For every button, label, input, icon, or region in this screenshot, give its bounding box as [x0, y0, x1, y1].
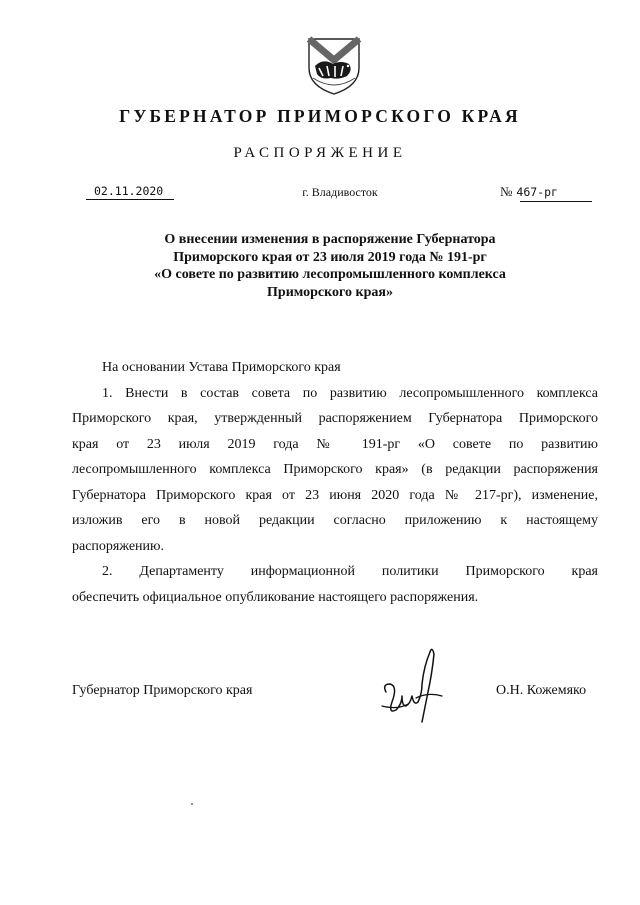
subject-line: «О совете по развитию лесопромышленного комплекса	[154, 267, 506, 282]
body-line: Губернатора Приморского края от 23 июня 2020 года № 217-рг), изменение,	[72, 487, 598, 503]
body-line: края от 23 июля 2019 года № 191-рг «О совете по развитию	[72, 436, 598, 452]
body-line: изложив его в новой редакции согласно приложению к настоящему	[72, 513, 598, 528]
subject-line: Приморского края»	[267, 284, 393, 300]
handwritten-signature	[372, 640, 452, 725]
signatory-name: О.Н. Кожемяко	[496, 683, 587, 698]
body-line: 2. Департаменту информационной политики Приморского края	[102, 564, 598, 579]
subject-line: О внесении изменения в распоряжение Губернатора	[164, 232, 496, 247]
document-subject	[130, 231, 530, 301]
coat-of-arms-icon	[305, 36, 363, 96]
body-line: обеспечить официальное опубликование настоящего распоряжения.	[72, 589, 479, 605]
body-line: лесопромышленного комплекса Приморского края» (в редакции распоряжения	[72, 462, 598, 477]
number-field	[500, 183, 600, 201]
document-type: РАСПОРЯЖЕНИЕ	[233, 145, 407, 161]
body-line: 1. Внести в состав совета по развитию лесопромышленного комплекса	[102, 385, 598, 401]
body-line: Приморского края, утвержденный распоряжением Губернатора Приморского	[72, 411, 598, 426]
number-sign: №	[500, 184, 513, 199]
signatory-position: Губернатор Приморского края	[72, 683, 253, 698]
document-body	[72, 355, 598, 610]
subject-line: Приморского края от 23 июля 2019 года № 191-рг	[173, 249, 487, 265]
item-2-paragraph	[72, 559, 598, 610]
document-date: 02.11.2020	[94, 184, 164, 198]
city: г. Владивосток	[302, 185, 378, 199]
document-number: 467-рг	[516, 185, 558, 199]
number-underline	[520, 201, 592, 202]
body-line: распоряжению.	[72, 538, 165, 554]
scan-speck	[191, 803, 193, 805]
org-title: ГУБЕРНАТОР ПРИМОРСКОГО КРАЯ	[119, 106, 521, 126]
item-1-paragraph	[72, 381, 598, 560]
basis-paragraph: На основании Устава Приморского края	[102, 360, 341, 375]
